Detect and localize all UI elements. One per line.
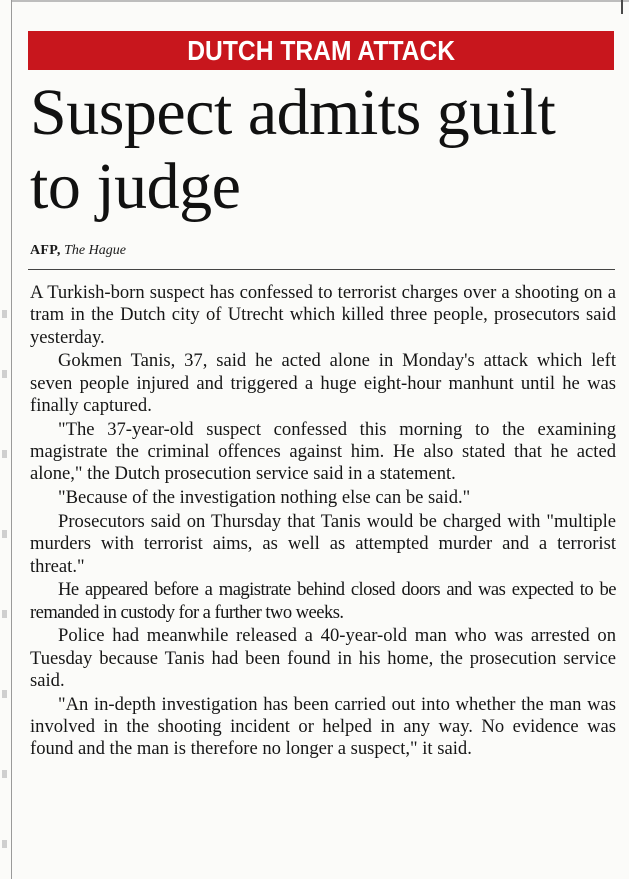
paragraph: He appeared before a magistrate behind closed doors and was expected to be remanded in custody for a further two weeks. [30,579,616,623]
section-kicker [28,31,614,70]
paragraph: Police had meanwhile released a 40-year-old man who was arrested on Tuesday because Tanis had been found in his home, the prosecution service said. [30,625,616,692]
paragraph: "Because of the investigation nothing else can be said." [58,487,471,509]
paragraph: "The 37-year-old suspect confessed this morning to the examining magistrate the criminal offences against him. He also stated that he acted alone," the Dutch prosecution service said in a statement. [30,418,616,485]
paragraph: A Turkish-born suspect has confessed to terrorist charges over a shooting on a tram in the Dutch city of Utrecht which killed three people, prosecutors said yesterday. [30,282,616,348]
article-body [30,282,616,762]
byline-divider [28,269,615,270]
top-rule [11,0,629,2]
headline: Suspect admits guilt to judge [30,76,556,223]
column-rule-fragment [621,0,623,14]
paragraph: "An in-depth investigation has been carried out into whether the man was involved in the shooting incident or helped in any way. No evidence was found and the man is therefore no longer a suspect," it said. [30,693,616,760]
paragraph: Gokmen Tanis, 37, said he acted alone in Monday's attack which left seven people injured and triggered a huge eight-hour manhunt until he was finally captured. [30,350,616,416]
byline-agency: AFP, [30,243,61,258]
column-rule [11,0,12,879]
paragraph: Prosecutors said on Thursday that Tanis would be charged with "multiple murders with terrorist aims, as well as attempted murder and a terrorist threat." [30,510,616,577]
byline-place: The Hague [64,243,126,258]
byline [30,243,126,259]
adjacent-column-fragments [2,300,10,860]
kicker-label: DUTCH TRAM ATTACK [187,35,455,66]
